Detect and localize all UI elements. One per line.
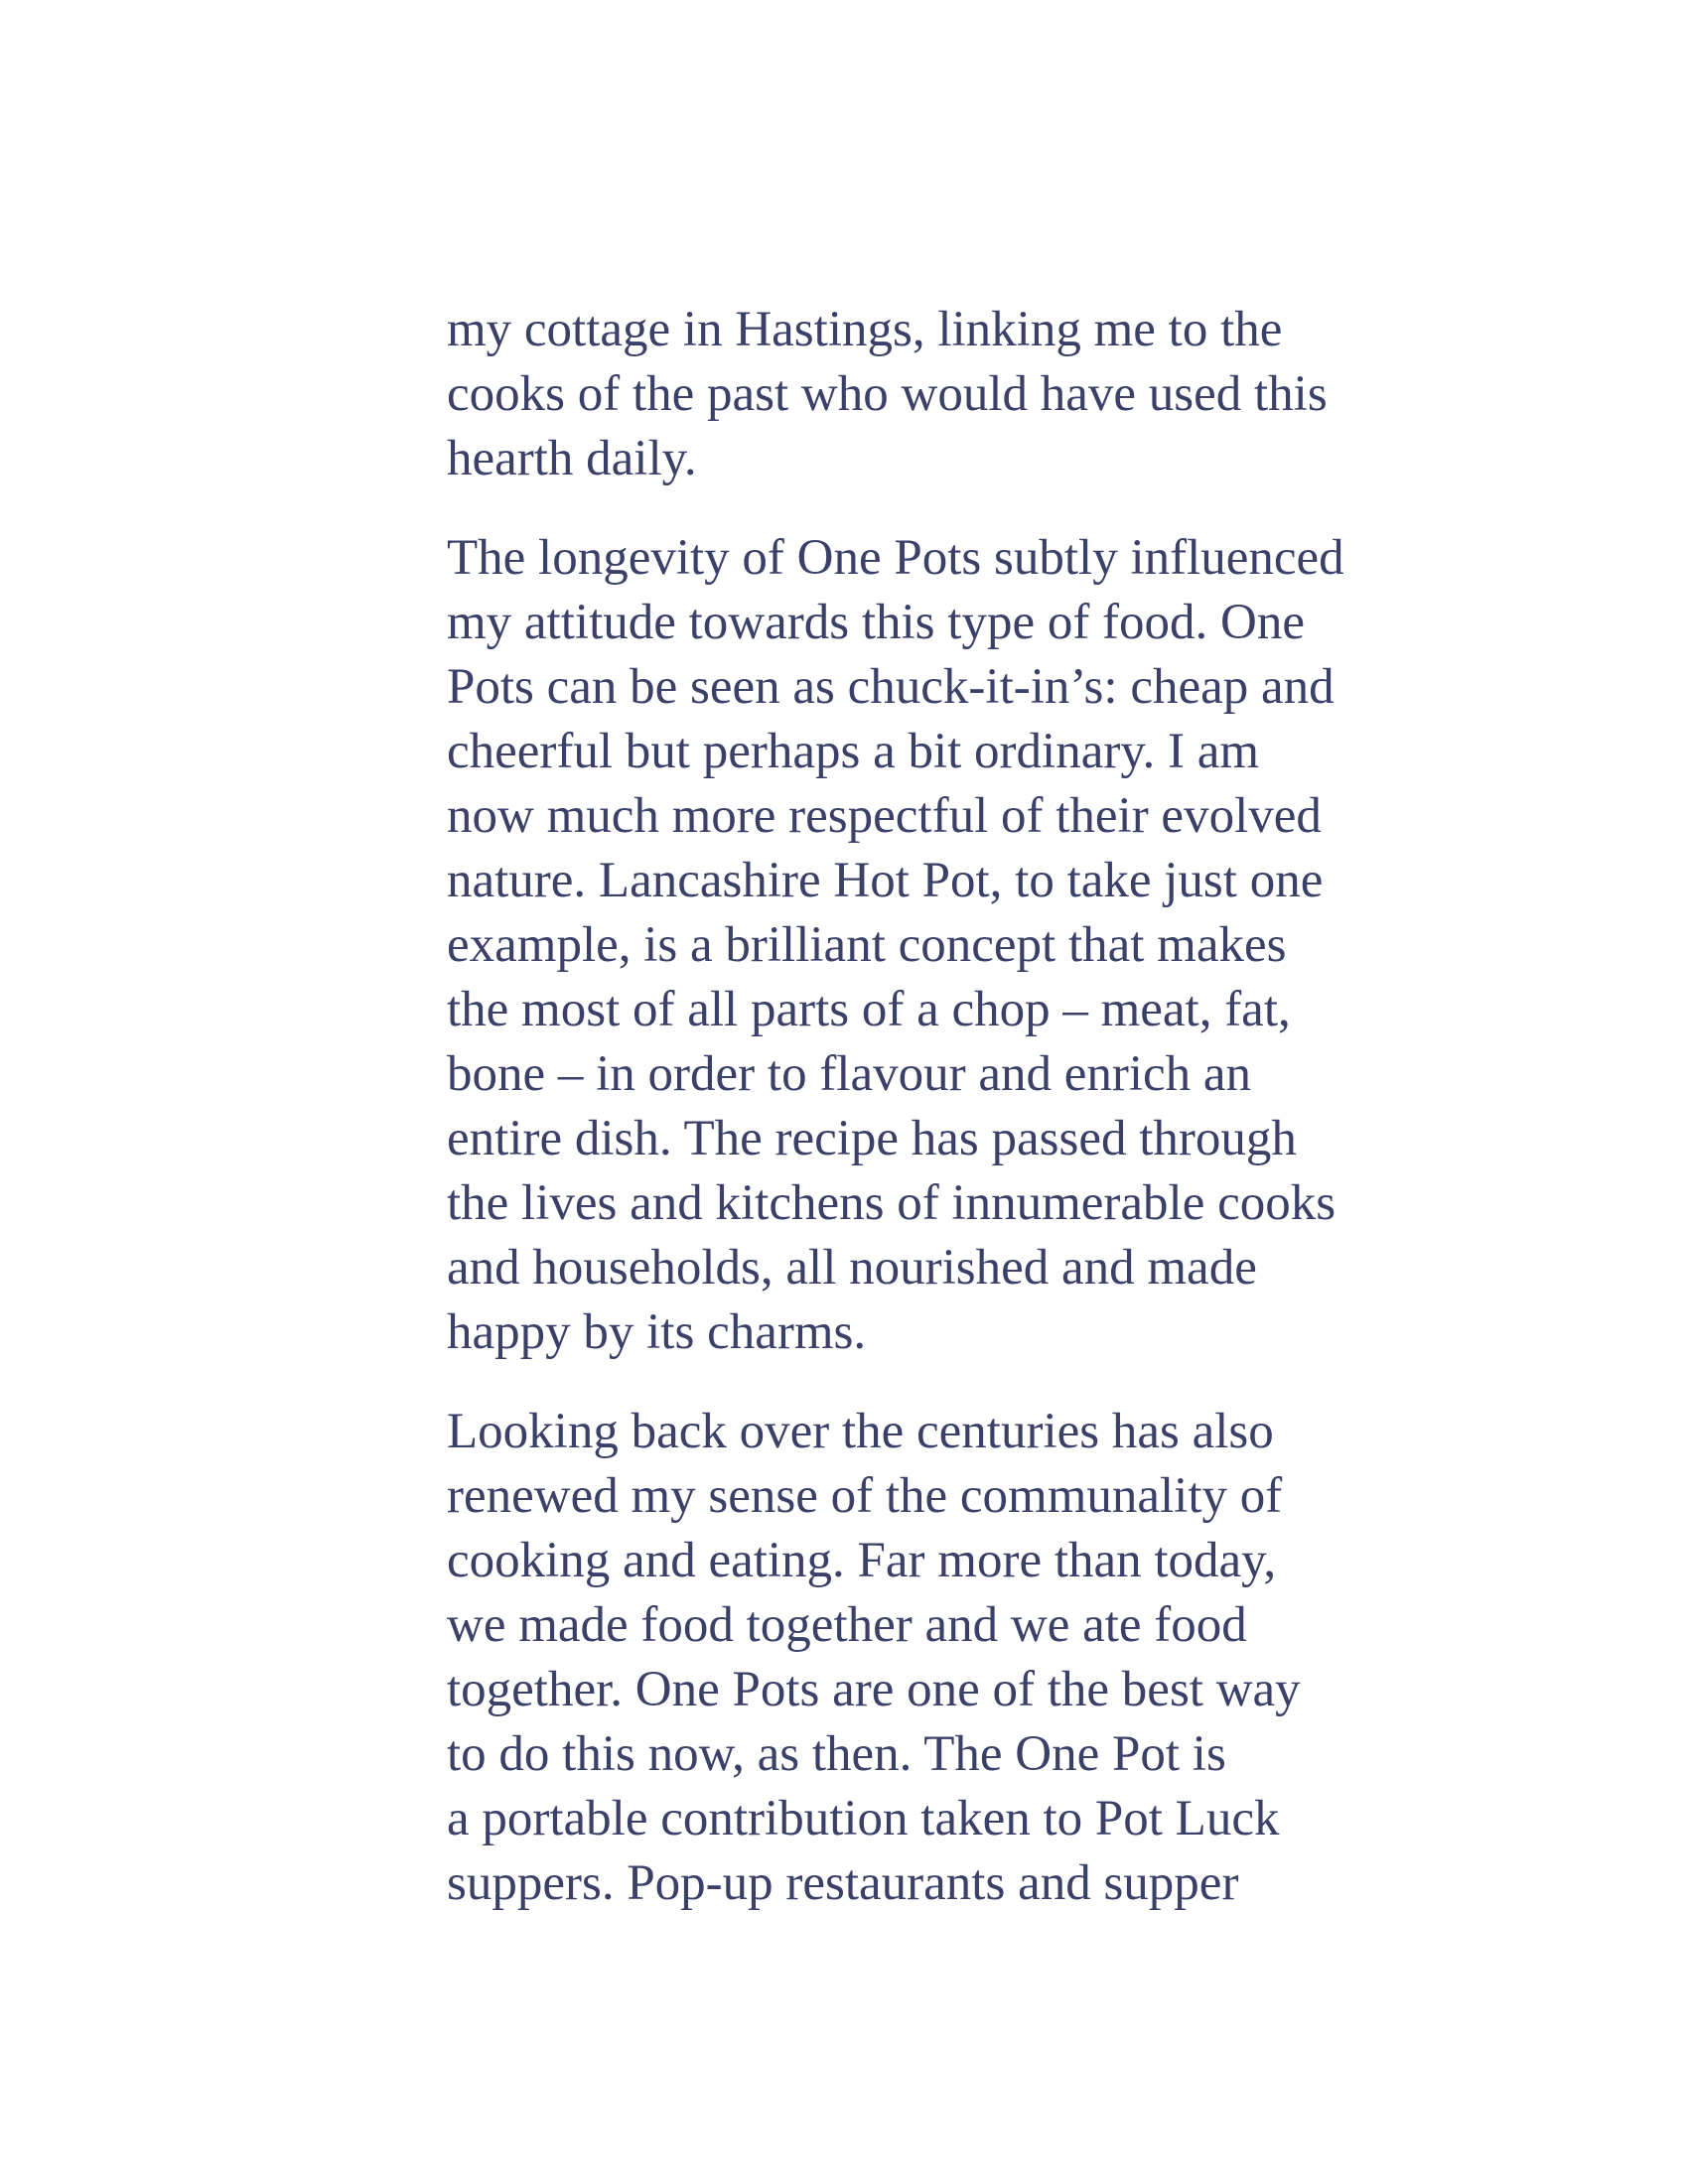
text-line: suppers. Pop-up restaurants and supper xyxy=(447,1855,1239,1911)
text-line: we made food together and we ate food xyxy=(447,1597,1247,1653)
text-line: the most of all parts of a chop – meat, fat, xyxy=(447,982,1291,1037)
text-line: cheerful but perhaps a bit ordinary. I am xyxy=(447,724,1260,779)
text-line: hearth daily. xyxy=(447,431,697,486)
text-line: bone – in order to flavour and enrich an xyxy=(447,1046,1252,1102)
text-line: Pots can be seen as chuck-it-in’s: cheap and xyxy=(447,659,1335,715)
text-line: Looking back over the centuries has also xyxy=(447,1404,1274,1459)
body-text xyxy=(447,298,1430,1951)
paragraph-1 xyxy=(447,298,1430,491)
text-line: and households, all nourished and made xyxy=(447,1240,1257,1296)
paragraph-2 xyxy=(447,526,1430,1365)
text-line: a portable contribution taken to Pot Luck xyxy=(447,1791,1280,1846)
text-line: the lives and kitchens of innumerable cooks xyxy=(447,1175,1336,1231)
text-line: cooks of the past who would have used this xyxy=(447,366,1328,422)
text-line: my cottage in Hastings, linking me to the xyxy=(447,302,1283,357)
text-line: happy by its charms. xyxy=(447,1304,867,1360)
paragraph-3 xyxy=(447,1400,1430,1916)
text-line: The longevity of One Pots subtly influenced xyxy=(447,530,1344,586)
text-line: renewed my sense of the communality of xyxy=(447,1468,1283,1524)
text-line: entire dish. The recipe has passed through xyxy=(447,1111,1297,1166)
text-line: my attitude towards this type of food. One xyxy=(447,595,1306,650)
text-line: now much more respectful of their evolved xyxy=(447,788,1322,844)
text-line: cooking and eating. Far more than today, xyxy=(447,1533,1277,1588)
text-line: example, is a brilliant concept that makes xyxy=(447,917,1287,973)
text-line: nature. Lancashire Hot Pot, to take just one xyxy=(447,853,1324,908)
text-line: to do this now, as then. The One Pot is xyxy=(447,1726,1226,1782)
text-line: together. One Pots are one of the best way xyxy=(447,1662,1301,1717)
